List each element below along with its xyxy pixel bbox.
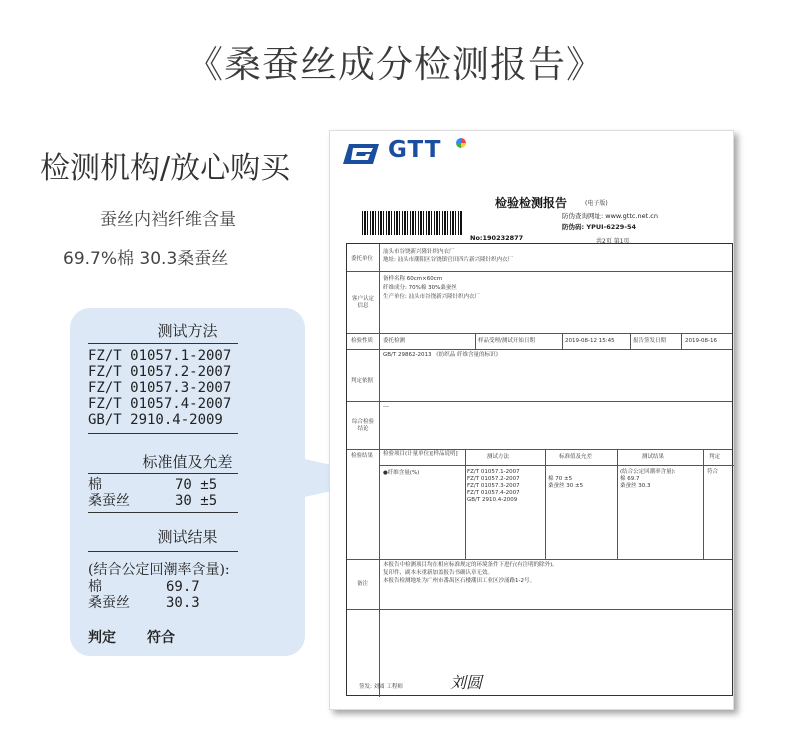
method-line: FZ/T 01057.3-2007 <box>88 380 232 396</box>
standard-value: 70 ±5 <box>175 477 218 493</box>
method-line: FZ/T 01057.1-2007 <box>88 348 232 364</box>
result-value: 69.7 <box>166 579 200 595</box>
result-item: ●纤维含量(%) <box>383 470 420 476</box>
gtt-logo-icon <box>343 143 379 165</box>
report-table <box>346 243 733 696</box>
judge-label: 判定 <box>88 630 116 646</box>
inspect-type-value: 委托检测 <box>383 338 406 344</box>
row-divider <box>347 401 732 402</box>
barcode <box>362 211 462 235</box>
brand-dot-icon <box>456 138 466 148</box>
column-divider <box>379 244 380 697</box>
test-report-document <box>329 130 734 710</box>
row-divider <box>347 349 732 350</box>
remark-line: 本报告检测地址为广州市番禺区石楼潮田工业区沙涌路1-2号。 <box>383 578 535 584</box>
signer-label: 签发: 刘圆 工程师 <box>359 684 403 690</box>
result-standard: 棉 70 ±5 <box>548 476 573 482</box>
remark-label: 备注 <box>357 581 369 587</box>
result-value: (结合公定回潮率含量): <box>620 469 676 475</box>
result-method: FZ/T 01057.2-2007 <box>467 476 520 482</box>
methods-title: 测试方法 <box>157 322 218 340</box>
conclusion-value: --- <box>383 404 389 410</box>
page-title: 《桑蚕丝成分检测报告》 <box>186 43 604 86</box>
inspect-type-label: 检验性质 <box>351 338 374 344</box>
standard-name: 桑蚕丝 <box>88 493 130 509</box>
column-divider <box>465 449 466 559</box>
divider <box>88 433 238 434</box>
row-divider <box>347 333 732 334</box>
row-divider <box>379 465 734 466</box>
result-header: 测试结果 <box>642 454 665 460</box>
divider <box>88 512 238 513</box>
method-line: GB/T 2910.4-2009 <box>88 412 223 428</box>
standard-title: 标准值及允差 <box>142 453 233 471</box>
result-method: FZ/T 01057.4-2007 <box>467 490 520 496</box>
report-title: 检验检测报告 <box>495 196 568 210</box>
brand-name: GTT <box>388 137 442 163</box>
query-code: 防伪码: YPUI-6229-54 <box>562 223 637 231</box>
column-divider <box>630 333 631 349</box>
result-judge: 符合 <box>707 469 719 475</box>
basis-label: 判定依据 <box>351 378 374 384</box>
result-header: 检验项目(计量单位)[样品说明] <box>383 451 458 457</box>
fiber-content-label: 蚕丝内裆纤维含量 <box>100 210 236 230</box>
standard-name: 棉 <box>88 477 102 493</box>
agency-heading: 检测机构/放心购买 <box>40 151 291 186</box>
fiber-content-value: 69.7%棉 30.3桑蚕丝 <box>63 249 229 269</box>
divider <box>88 473 238 474</box>
result-standard: 桑蚕丝 30 ±5 <box>548 483 584 489</box>
divider <box>88 343 238 344</box>
client-label: 委托单位 <box>351 256 374 262</box>
standard-value: 30 ±5 <box>175 493 218 509</box>
column-divider <box>545 449 546 559</box>
judge-value: 符合 <box>147 630 175 646</box>
column-divider <box>475 333 476 349</box>
issue-date-value: 2019-08-16 <box>685 338 717 344</box>
row-divider <box>347 449 732 450</box>
report-subtitle: (电子版) <box>585 200 608 207</box>
result-value: 桑蚕丝 30.3 <box>620 483 651 489</box>
result-note: (结合公定回潮率含量): <box>88 562 230 578</box>
result-name: 桑蚕丝 <box>88 595 130 611</box>
result-title: 测试结果 <box>157 528 218 546</box>
report-number: No:190232877 <box>470 234 524 242</box>
sample-label: 客户认定信息 <box>351 296 374 309</box>
handwritten-signature: 刘圆 <box>450 673 483 692</box>
result-method: FZ/T 01057.3-2007 <box>467 483 520 489</box>
conclusion-label: 综合检验结论 <box>351 419 374 432</box>
sample-line: 生产单位: 汕头市谷饶新兴隆针织内衣厂 <box>383 294 481 300</box>
result-method: FZ/T 01057.1-2007 <box>467 469 520 475</box>
page-info: 共2页 第1页 <box>596 238 630 245</box>
column-divider <box>681 333 682 349</box>
sample-line: 纤维成分: 70%棉 30%桑蚕丝 <box>383 285 457 291</box>
result-method: GB/T 2910.4-2009 <box>467 497 518 503</box>
sample-line: 备样名称 60cm×60cm <box>383 276 443 282</box>
result-name: 棉 <box>88 579 102 595</box>
column-divider <box>562 333 563 349</box>
issue-date-label: 报告签发日期 <box>633 338 667 344</box>
result-value: 棉 69.7 <box>620 476 640 482</box>
method-line: FZ/T 01057.2-2007 <box>88 364 232 380</box>
result-header: 判定 <box>709 454 721 460</box>
result-value: 30.3 <box>166 595 200 611</box>
client-value: 汕头市谷饶新兴隆针织内衣厂 <box>383 249 455 255</box>
row-divider <box>347 559 732 560</box>
receive-date-value: 2019-08-12 15:45 <box>565 338 615 344</box>
result-label: 检验结果 <box>351 453 374 459</box>
client-address: 地址: 汕头市潮阳区谷饶镇官田四片新兴隆针织内衣厂 <box>383 257 514 263</box>
result-header: 测试方法 <box>487 454 510 460</box>
query-site: 防伪查询网址: www.gttc.net.cn <box>562 212 658 220</box>
basis-value: GB/T 29862-2013 《纺织品 纤维含量的标识》 <box>383 352 501 358</box>
remark-line: 本报告中检测项目均在相应标准规定的环境条件下进行(有注明的除外)。 <box>383 562 558 568</box>
method-line: FZ/T 01057.4-2007 <box>88 396 232 412</box>
row-divider <box>347 609 732 610</box>
divider <box>88 551 238 552</box>
result-header: 标准值及允差 <box>559 454 593 460</box>
row-divider <box>347 271 732 272</box>
column-divider <box>617 449 618 559</box>
remark-line: 复印件、副本未重新加盖报告书确认章无效。 <box>383 570 494 576</box>
receive-date-label: 样品受理/测试开始日期 <box>478 338 535 344</box>
column-divider <box>703 449 704 559</box>
